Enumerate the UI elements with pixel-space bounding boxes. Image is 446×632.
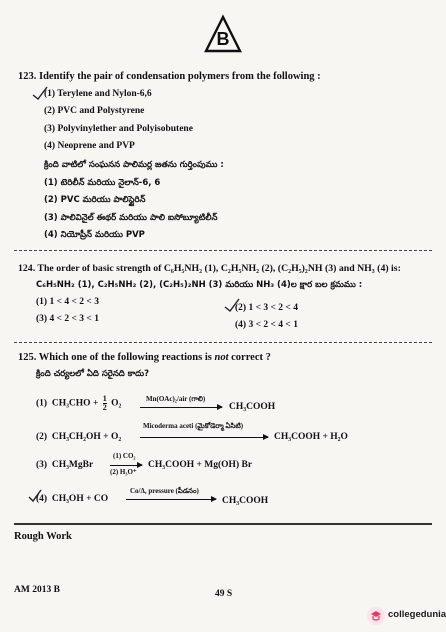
q125-text-emphasis: not bbox=[214, 352, 229, 363]
paper-code: AM 2013 B bbox=[14, 585, 60, 595]
page-number: 49 S bbox=[215, 589, 233, 599]
frac-num: 1 bbox=[102, 394, 107, 403]
r3-condition-1: (1) CO₂ bbox=[113, 452, 136, 460]
answer-tick-mark bbox=[222, 296, 242, 314]
reaction-arrow bbox=[140, 437, 268, 438]
booklet-code: B bbox=[216, 29, 230, 49]
r2-number: (2) bbox=[36, 432, 48, 442]
booklet-code-mark bbox=[203, 14, 243, 54]
q123-telugu-option-2: (2) PVC మరియు పాలిస్టైరిన్ bbox=[44, 195, 146, 205]
q125-text-start: 125. Which one of the following reactions is bbox=[18, 352, 212, 363]
r1-reactants: CH₃CHO + bbox=[51, 398, 99, 409]
r4-condition: Co/Δ, pressure (పీడనం) bbox=[130, 487, 199, 495]
q124-option-3[interactable]: (3) 4 < 2 < 3 < 1 bbox=[36, 314, 99, 324]
q123-option-3[interactable]: (3) Polyvinylether and Polyisobutene bbox=[44, 124, 193, 134]
q123-option-4[interactable]: (4) Neoprene and PVP bbox=[44, 141, 135, 151]
rough-work-label: Rough Work bbox=[14, 531, 72, 542]
r3-product: CH₃COOH + Mg(OH) Br bbox=[148, 460, 253, 470]
r2-reactants: CH₃CH₂OH + O₂ bbox=[51, 432, 122, 442]
reaction-arrow bbox=[140, 407, 222, 408]
frac-den: 2 bbox=[102, 403, 107, 412]
reaction-arrow bbox=[110, 465, 142, 466]
q125-option-4[interactable] bbox=[36, 494, 108, 504]
r4-number: (4) bbox=[36, 494, 48, 504]
r1-number: (1) bbox=[36, 398, 48, 409]
one-half-fraction bbox=[103, 395, 107, 412]
r4-product: CH₃COOH bbox=[222, 496, 269, 506]
r3-condition-2: (2) H₃O⁺ bbox=[110, 468, 137, 476]
q123-telugu-question: క్రింది వాటిలో సంఘనన పాలిమర్ల జతను గుర్తింపుము : bbox=[44, 160, 224, 170]
q123-option-1[interactable]: (1) Terylene and Nylon-6,6 bbox=[44, 89, 152, 99]
answer-tick-mark bbox=[30, 84, 50, 102]
r4-reactants: CH₃OH + CO bbox=[51, 494, 109, 504]
r2-product: CH₃COOH + H₂O bbox=[274, 432, 348, 442]
r3-reactants: CH₃MgBr bbox=[51, 460, 94, 470]
watermark-logo-icon bbox=[367, 607, 385, 625]
q124-text: 124. The order of basic strength of C₆H₅NH₂ (1), C₂H₅NH₂ (2), (C₂H₅)₂NH (3) and NH₃ (4) is: bbox=[18, 263, 401, 274]
q123-telugu-option-3: (3) పాలివినైల్ ఈథర్ మరియు పాలి ఐసోబ్యూటిలీన్ bbox=[44, 213, 218, 223]
q123-telugu-option-4: (4) నియోప్రీన్ మరియు PVP bbox=[44, 230, 145, 240]
q123-text: 123. Identify the pair of condensation polymers from the following : bbox=[18, 71, 321, 82]
q124-telugu-text: C₆H₅NH₂ (1), C₂H₅NH₂ (2), (C₂H₅)₂NH (3) మరియు NH₃ (4)ల క్షార బల క్రమము : bbox=[36, 280, 363, 290]
q125-option-2[interactable] bbox=[36, 432, 121, 442]
q125-telugu-question: క్రింది చర్యలలో ఏది సరైనది కాదు? bbox=[36, 369, 150, 379]
r1-product: CH₃COOH bbox=[229, 402, 276, 412]
reaction-arrow bbox=[126, 499, 216, 500]
q125-option-1[interactable] bbox=[36, 395, 121, 412]
divider bbox=[14, 342, 432, 343]
q123-telugu-option-1: (1) టెరిలీన్ మరియు నైలాన్-6, 6 bbox=[44, 178, 161, 188]
q124-option-4[interactable]: (4) 3 < 2 < 4 < 1 bbox=[235, 320, 298, 330]
q125-text bbox=[18, 352, 271, 364]
q123-option-2[interactable]: (2) PVC and Polystyrene bbox=[44, 106, 145, 116]
q125-text-end: correct ? bbox=[231, 352, 271, 363]
r1-reagent: O₂ bbox=[111, 398, 122, 409]
r1-condition: Mn(OAc)₂/air (గాలి) bbox=[146, 395, 206, 403]
watermark-badge bbox=[367, 604, 445, 628]
r2-condition: Micoderma aceti (మైకోడెర్మా ఏసిటి) bbox=[143, 422, 244, 430]
divider bbox=[14, 250, 432, 251]
r3-number: (3) bbox=[36, 460, 48, 470]
divider bbox=[14, 523, 432, 525]
q124-option-2[interactable]: (2) 1 < 3 < 2 < 4 bbox=[235, 303, 298, 313]
watermark-text: collegedunia bbox=[388, 609, 446, 620]
q125-option-3[interactable] bbox=[36, 460, 93, 470]
q124-option-1[interactable]: (1) 1 < 4 < 2 < 3 bbox=[36, 297, 99, 307]
